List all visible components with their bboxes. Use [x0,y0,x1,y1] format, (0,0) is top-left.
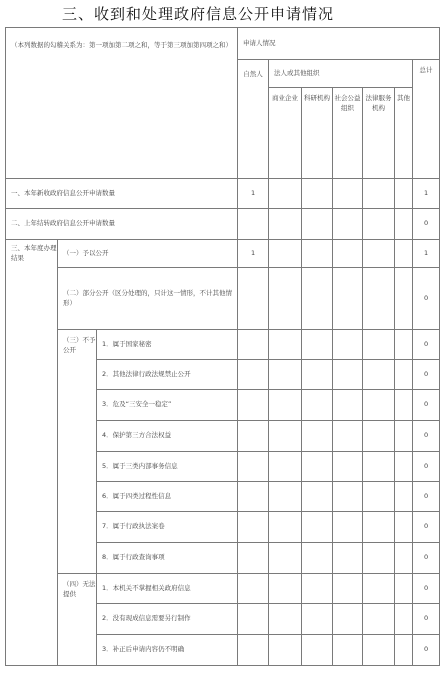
header-research: 科研机构 [302,88,333,179]
cell-total: 0 [413,574,440,604]
cell-total: 0 [413,604,440,635]
cell-total: 0 [413,390,440,421]
header-note: （本列数据的勾稽关系为：第一项加第二项之和，等于第三项加第四项之和） [6,28,238,179]
header-legal-group: 法人或其他组织 [269,60,413,88]
section-unable-label: （四）无法提供 [58,574,97,666]
row-reason-label: 8．属于行政查询事项 [97,543,238,574]
section-not-disclosed-label: （三）不予公开 [58,330,97,574]
row-reason-label: 6．属于四类过程性信息 [97,482,238,512]
section-results-label: 三、本年度办理结果 [6,240,58,666]
cell-value: 1 [238,240,269,268]
cell-total: 0 [413,209,440,240]
row-reason-label: 1．本机关不掌握相关政府信息 [97,574,238,604]
header-commercial: 商业企业 [269,88,302,179]
cell-value: 1 [238,179,269,209]
row-reason-label: 7．属于行政执法案卷 [97,512,238,543]
application-table [5,27,440,666]
cell-total: 0 [413,421,440,452]
cell-total: 0 [413,268,440,330]
row-disclosed-label: （一）予以公开 [58,240,238,268]
header-public-org: 社会公益组织 [333,88,363,179]
row-reason-label: 2．其他法律行政法规禁止公开 [97,360,238,390]
row-reason-label: 4．保护第三方合法权益 [97,421,238,452]
header-other: 其他 [395,88,413,179]
cell-total: 0 [413,635,440,666]
cell-value [238,209,269,240]
row-reason-label: 1．属于国家秘密 [97,330,238,360]
cell-total: 1 [413,240,440,268]
row-reason-label: 5．属于三类内部事务信息 [97,452,238,482]
cell-total: 0 [413,452,440,482]
row-carried-over-label: 二、上年结转政府信息公开申请数量 [6,209,238,240]
header-natural-person: 自然人 [238,60,269,179]
page-title: 三、收到和处理政府信息公开申请情况 [62,5,335,23]
row-reason-label: 3．危及“三安全一稳定” [97,390,238,421]
cell-total: 0 [413,360,440,390]
cell-total: 1 [413,179,440,209]
row-reason-label: 3．补正后申请内容仍不明确 [97,635,238,666]
header-legal-service: 法律服务机构 [363,88,395,179]
cell-total: 0 [413,330,440,360]
cell-total: 0 [413,543,440,574]
row-new-applications-label: 一、本年新收政府信息公开申请数量 [6,179,238,209]
cell-total: 0 [413,512,440,543]
row-partial-label: （二）部分公开（区分处理的，只计这一情形，不计其他情形） [58,268,238,330]
header-applicant-group: 申请人情况 [238,28,440,60]
cell-total: 0 [413,482,440,512]
row-reason-label: 2．没有现成信息需要另行制作 [97,604,238,635]
header-total: 总计 [413,60,440,179]
